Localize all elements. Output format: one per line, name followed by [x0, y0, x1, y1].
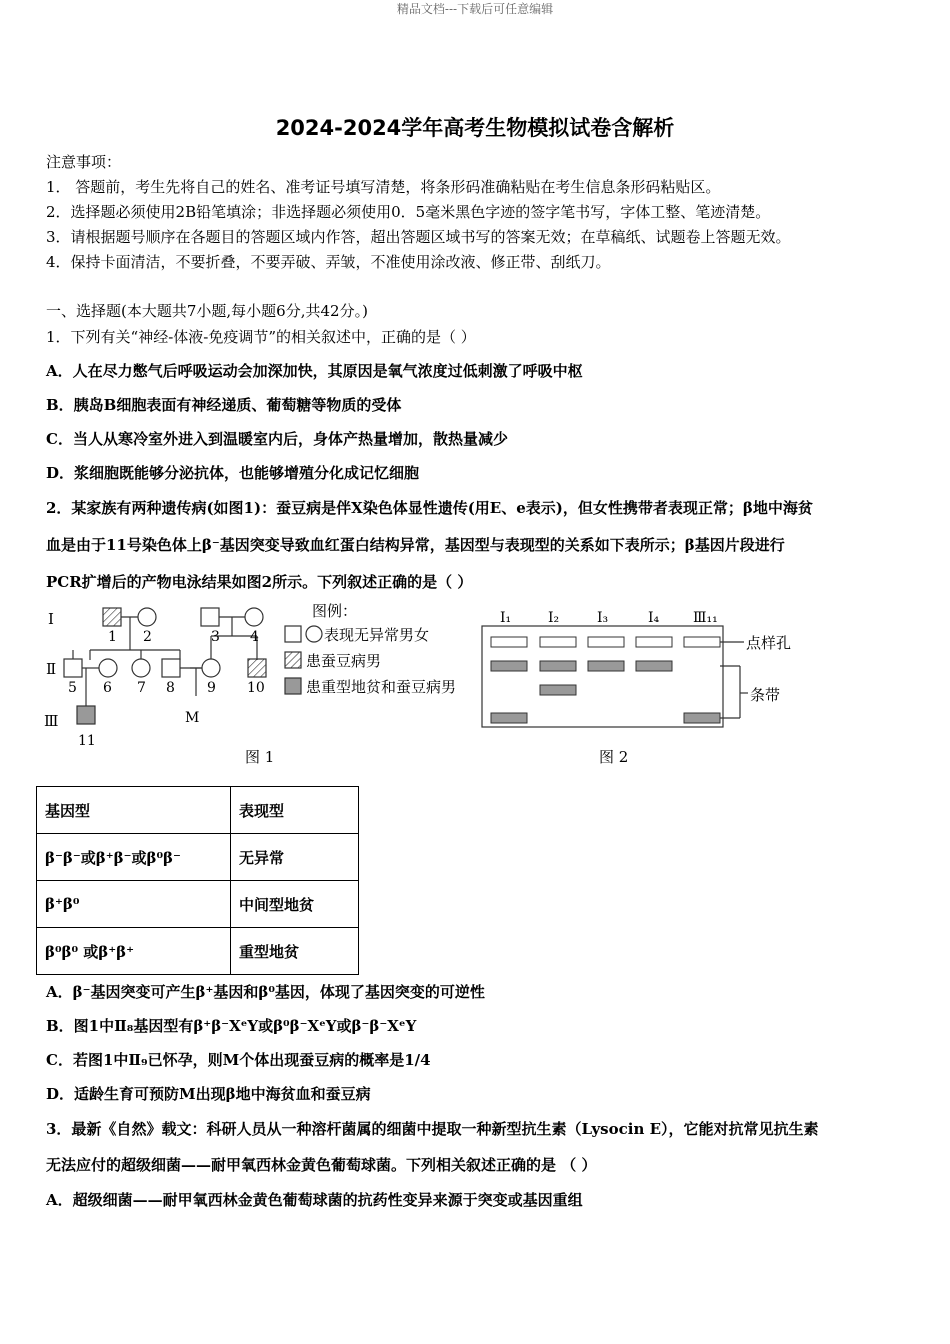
q3-option-a: A．超级细菌——耐甲氧西林金黄色葡萄球菌的抗药性变异来源于突变或基因重组 [46, 1191, 583, 1209]
notice-item: 1． 答题前，考生先将自己的姓名、准考证号填写清楚，将条形码准确粘贴在考生信息条形码粘贴区。 [46, 178, 721, 196]
q2-option-a: A．β⁻基因突变可产生β⁺基因和β⁰基因，体现了基因突变的可逆性 [46, 983, 485, 1001]
q1-stem: 1．下列有关“神经-体液-免疫调节”的相关叙述中，正确的是（ ） [46, 328, 476, 346]
page-header: 精品文档---下载后可任意编辑 [396, 2, 554, 16]
lane-label: Ⅰ₁ [500, 610, 512, 626]
ind-label: 2 [143, 629, 152, 645]
legend-label: 患重型地贫和蚕豆病男 [306, 678, 457, 696]
q1-option-b: B．胰岛B细胞表面有神经递质、葡萄糖等物质的受体 [46, 396, 402, 414]
gel-well [540, 637, 576, 647]
ind-label: 11 [78, 733, 96, 749]
q2-stem-line: 2．某家族有两种遗传病(如图1)：蚕豆病是伴X染色体显性遗传(用E、e表示)，但女性携带者表现正常；β地中海贫 [46, 499, 813, 517]
individual-7 [132, 659, 150, 677]
q3-stem-line: 3．最新《自然》载文：科研人员从一种溶杆菌属的细菌中提取一种新型抗生素（Lysocin E），它能对抗常见抗生素 [46, 1120, 819, 1138]
ind-label: 4 [250, 629, 259, 645]
individual-9 [202, 659, 220, 677]
q2-option-d: D．适龄生育可预防M出现β地中海贫血和蚕豆病 [46, 1085, 371, 1103]
ind-label: 7 [137, 680, 146, 696]
gel-band [684, 713, 720, 723]
individual-4 [245, 608, 263, 626]
m-label: M [185, 710, 200, 726]
gel-well [588, 637, 624, 647]
q2-option-c: C．若图1中Ⅱ₉已怀孕，则M个体出现蚕豆病的概率是1/4 [46, 1051, 431, 1069]
legend-male-symbol [285, 626, 301, 642]
gen-label: Ⅱ [46, 660, 57, 678]
q2-option-b: B．图1中Ⅱ₈基因型有β⁺β⁻XᵉY或β⁰β⁻XᵉY或β⁻β⁻XᵉY [46, 1017, 417, 1035]
notice-item: 2．选择题必须使用2B铅笔填涂；非选择题必须使用0．5毫米黑色字迹的签字笔书写，字体工整、笔迹清楚。 [46, 203, 771, 221]
table-row [37, 787, 359, 834]
notice-heading: 注意事项： [46, 153, 122, 171]
table-cell: 无异常 [231, 834, 359, 881]
q2-stem-line: 血是由于11号染色体上β⁻基因突变导致血红蛋白结构异常，基因型与表现型的关系如下表所示；β基因片段进行 [46, 536, 785, 554]
figure-caption: 图 1 [245, 748, 275, 766]
q1-option-d: D．浆细胞既能够分泌抗体，也能够增殖分化成记忆细胞 [46, 464, 420, 482]
lane-label: Ⅰ₃ [597, 610, 609, 626]
legend-female-symbol [306, 626, 322, 642]
individual-3 [201, 608, 219, 626]
notice-item: 4．保持卡面清洁，不要折叠，不要弄破、弄皱，不准使用涂改液、修正带、刮纸刀。 [46, 253, 611, 271]
lane-label: Ⅰ₄ [648, 610, 660, 626]
legend-label: 表现无异常男女 [324, 626, 430, 644]
gel-band [491, 661, 527, 671]
pedigree-figure [40, 600, 480, 770]
individual-11 [77, 706, 95, 724]
figure-caption: 图 2 [599, 748, 629, 766]
table-cell: β⁺β⁰ [37, 881, 231, 928]
ind-label: 5 [68, 680, 77, 696]
table-row [37, 881, 359, 928]
gel-well [491, 637, 527, 647]
gel-band [588, 661, 624, 671]
electrophoresis-figure [478, 600, 838, 770]
table-header: 表现型 [231, 787, 359, 834]
individual-2 [138, 608, 156, 626]
table-cell: 重型地贫 [231, 928, 359, 975]
ind-label: 8 [166, 680, 175, 696]
page-title: 2024-2024学年高考生物模拟试卷含解析 [275, 116, 675, 140]
q1-option-c: C．当人从寒冷室外进入到温暖室内后，身体产热量增加，散热量减少 [46, 430, 508, 448]
table-header: 基因型 [37, 787, 231, 834]
ind-label: 3 [211, 629, 220, 645]
lane-label: Ⅰ₂ [548, 610, 560, 626]
gel-well [636, 637, 672, 647]
lane-label: Ⅲ₁₁ [693, 610, 718, 626]
notice-item: 3．请根据题号顺序在各题目的答题区域内作答，超出答题区域书写的答案无效；在草稿纸、试题卷上答题无效。 [46, 228, 791, 246]
table-cell: β⁻β⁻或β⁺β⁻或β⁰β⁻ [37, 834, 231, 881]
individual-8 [162, 659, 180, 677]
legend-title: 图例： [312, 602, 358, 620]
table-cell: 中间型地贫 [231, 881, 359, 928]
well-label: 点样孔 [746, 634, 792, 652]
legend-gray-symbol [285, 678, 301, 694]
individual-10 [248, 659, 266, 677]
table-row [37, 928, 359, 975]
q3-stem-line: 无法应付的超级细菌——耐甲氧西林金黄色葡萄球菌。下列相关叙述正确的是 （ ） [46, 1156, 597, 1174]
legend-label: 患蚕豆病男 [306, 652, 382, 670]
table-row [37, 834, 359, 881]
section-heading: 一、选择题(本大题共7小题,每小题6分,共42分。) [46, 302, 368, 320]
gen-label: Ⅲ [44, 712, 59, 730]
q2-stem-line: PCR扩增后的产物电泳结果如图2所示。下列叙述正确的是（ ） [46, 573, 473, 591]
individual-1 [103, 608, 121, 626]
gel-well [684, 637, 720, 647]
gel-band [540, 661, 576, 671]
ind-label: 6 [103, 680, 112, 696]
gel-band [540, 685, 576, 695]
legend-hatched-symbol [285, 652, 301, 668]
gel-band [636, 661, 672, 671]
individual-6 [99, 659, 117, 677]
genotype-table [36, 786, 359, 975]
table-cell: β⁰β⁰ 或β⁺β⁺ [37, 928, 231, 975]
ind-label: 10 [247, 680, 265, 696]
gel-band [491, 713, 527, 723]
gen-label: Ⅰ [48, 610, 54, 628]
individual-5 [64, 659, 82, 677]
ind-label: 1 [108, 629, 117, 645]
ind-label: 9 [207, 680, 216, 696]
q1-option-a: A．人在尽力憋气后呼吸运动会加深加快，其原因是氧气浓度过低刺激了呼吸中枢 [46, 362, 583, 380]
band-label: 条带 [750, 686, 781, 704]
